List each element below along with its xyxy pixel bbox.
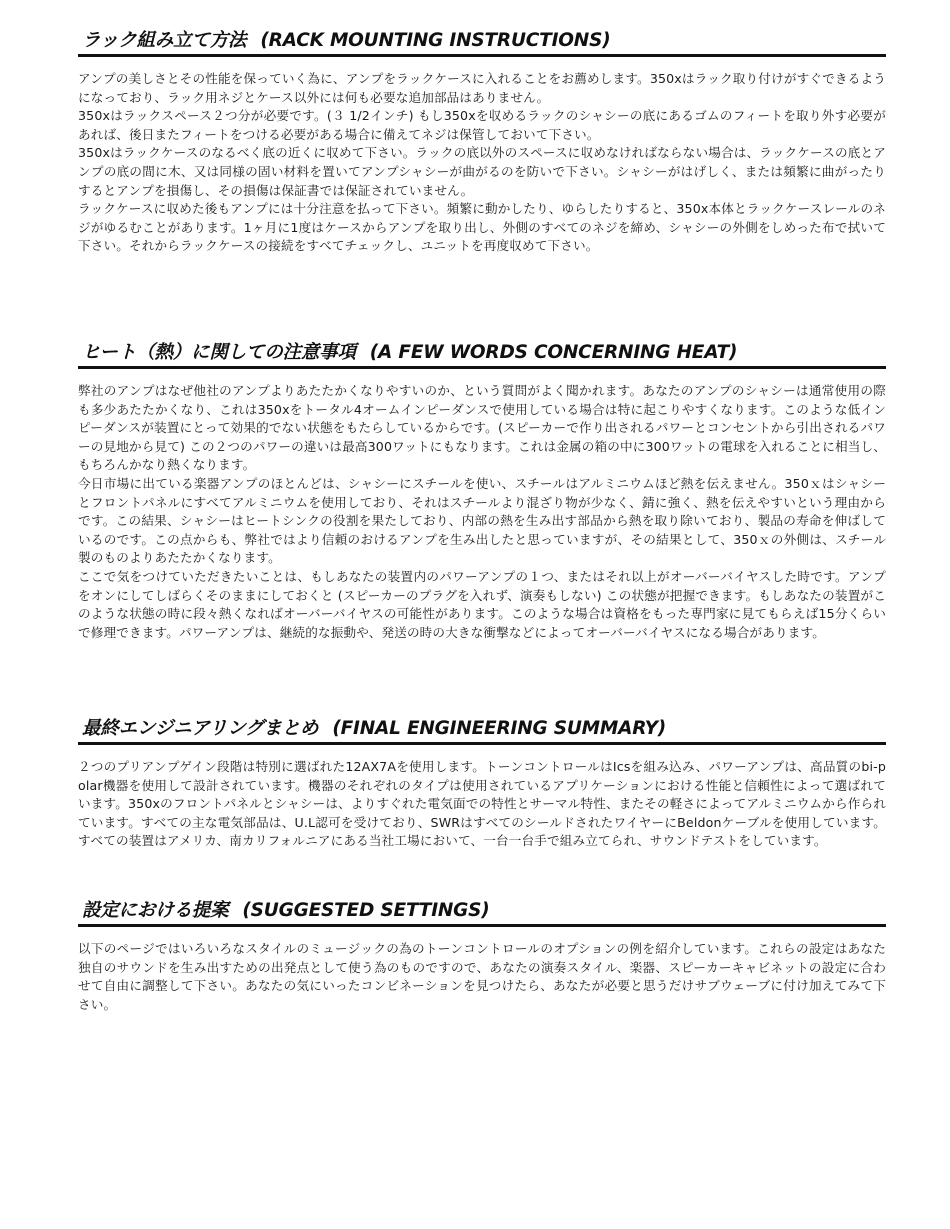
paragraph: アンプの美しさとその性能を保っていく為に、アンプをラックケースに入れることをお薦めします。350xはラック取り付けがすぐできるようになっており、ラック用ネジとケース以外には何も必要な追加部品はありません。: [78, 71, 886, 105]
section-body: [78, 57, 886, 256]
paragraph: 以下のページではいろいろなスタイルのミュージックの為のトーンコントロールのオプションの例を紹介しています。これらの設定はあなた独自のサウンドを生み出すための出発点として使う為のものですので、あなたの演奏スタイル、楽器、スピーカーキャビネットの設定に合わせて自由に調整して下さい。あなたの気にいったコンビネーションを見つけたら、あなたが必要と思うだけサブウェーブに付け加えてみて下さい。: [78, 941, 886, 1012]
heading-english: (RACK MOUNTING INSTRUCTIONS): [260, 30, 611, 51]
section-rack-mounting: [78, 30, 886, 256]
section-heading: [78, 342, 886, 369]
section-engineering-summary: [78, 718, 886, 851]
heading-english: (A FEW WORDS CONCERNING HEAT): [369, 342, 738, 363]
section-heading: [78, 900, 886, 927]
heading-japanese: ヒート（熱）に関しての注意事項: [82, 342, 356, 363]
heading-japanese: ラック組み立て方法: [82, 30, 247, 51]
paragraph: ここで気をつけていただきたいことは、もしあなたの装置内のパワーアンプの１つ、またはそれ以上がオーバーバイヤスした時です。アンプをオンにしてしばらくそのままにしておくと (スピーカーのプラグを入れず、演奏もしない) この状態が把握できます。もしあなたの装置がこのような状態の時に段々熱くなればオーバーバイヤスの可能性があります。このような場合は資格をもった専門家に見てもらえば15分くらいで修理できます。パワーアンプは、継続的な振動や、発送の時の大きな衝撃などによってオーバーバイヤスになる場合があります。: [78, 568, 886, 640]
section-body: [78, 927, 886, 1014]
heading-english: (FINAL ENGINEERING SUMMARY): [332, 718, 667, 739]
paragraph: 350xはラックケースのなるべく底の近くに収めて下さい。ラックの底以外のスペースに収めなければならない場合は、ラックケースの底とアンプの底の間に木、又は同様の固い材料を置いてアンプシャシーが曲がるのを防いで下さい。シャシーがはげしく、または頻繁に曲がったりするとアンプを損傷し、その損傷は保証書では保証されていません。: [78, 145, 886, 198]
heading-english: (SUGGESTED SETTINGS): [242, 900, 490, 921]
paragraph: ラックケースに収めた後もアンプには十分注意を払って下さい。頻繁に動かしたり、ゆらしたりすると、350x本体とラックケースレールのネジがゆるむことがあります。1ヶ月に1度はケースからアンプを取り出し、外側のすべてのネジを締め、シャシーの外側をしめった布で拭いて下さい。それからラックケースの接続をすべてチェックし、ユニットを再度収めて下さい。: [78, 201, 886, 254]
section-heading: [78, 718, 886, 745]
section-body: [78, 745, 886, 851]
section-body: [78, 369, 886, 642]
paragraph: 今日市場に出ている楽器アンプのほとんどは、シャシーにスチールを使い、スチールはアルミニウムほど熱を伝えません。350ｘはシャシーとフロントパネルにすべてアルミニウムを使用しており、それはスチールより混ざり物が少なく、錆に強く、熱を伝えやすいという理由からです。この結果、シャシーはヒートシンクの役割を果たしており、内部の熱を生み出す部品から熱を取り除いており、製品の寿命を伸ばしているのです。この点からも、弊社ではより信頼のおけるアンプを生み出したと思っていますが、その結果として、350ｘの外側は、スチール製のものよりあたたかくなります。: [78, 475, 886, 566]
paragraph: ２つのプリアンプゲイン段階は特別に選ばれた12AX7Aを使用します。トーンコントロールはIcsを組み込み、パワーアンプは、高品質のbi-polar機器を使用して設計されています。機器のそれぞれのタイプは使用されているアプリケーションにおける性能と信頼性によって選ばれています。350xのフロントパネルとシャシーは、よりすぐれた電気面での特性とサーマル特性、またその軽さによってアルミニウムから作られています。すべての主な電気部品は、U.L認可を受けており、SWRはすべてのシールドされたワイヤーにBeldonケーブルを使用しています。すべての装置はアメリカ、南カリフォルニアにある当社工場において、一台一台手で組み立てられ、サウンドテストをしています。: [78, 759, 886, 849]
heading-japanese: 最終エンジニアリングまとめ: [82, 718, 319, 739]
heading-japanese: 設定における提案: [82, 900, 229, 921]
section-heat: [78, 342, 886, 642]
paragraph: 350xはラックスペース２つ分が必要です。(３ 1/2インチ) もし350xを収めるラックのシャシーの底にあるゴムのフィートを取り外す必要があれば、後日またフィートをつける必要がある場合に備えてネジは保管しておいて下さい。: [78, 108, 886, 142]
section-heading: [78, 30, 886, 57]
section-suggested-settings: [78, 900, 886, 1014]
paragraph: 弊社のアンプはなぜ他社のアンプよりあたたかくなりやすいのか、という質問がよく聞かれます。あなたのアンプのシャシーは通常使用の際も多少あたたかくなり、これは350xをトータル4オームインピーダンスで使用している場合は特に起こりやすくなります。このような低インピーダンスが装置にとって効果的でない状態をもたらしているからです。(スピーカーで作り出されるパワーとコンセントから引出されるパワーの見地から見て) この２つのパワーの違いは最高300ワットにもなります。これは金属の箱の中に300ワットの電球を入れることに相当し、もちろんかなり熱くなります。: [78, 383, 886, 473]
